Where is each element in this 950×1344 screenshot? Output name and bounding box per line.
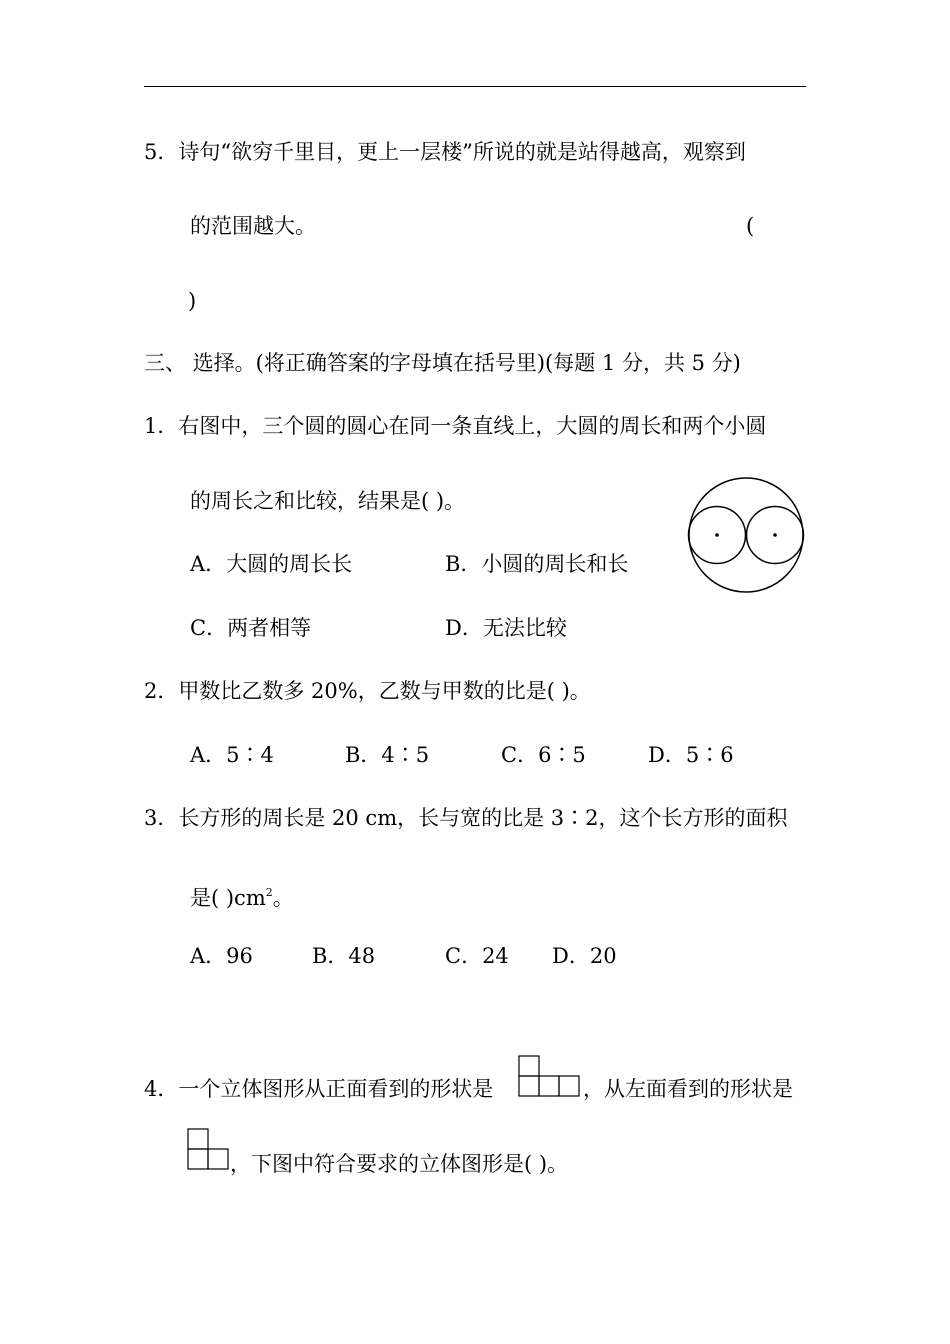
q2-line1: 2．甲数比乙数多 20%，乙数与甲数的比是( )。 [144,679,591,703]
q3-line1: 3．长方形的周长是 20 cm，长与宽的比是 3∶2，这个长方形的面积 [144,806,788,830]
q5-line1: 5．诗句“欲穷千里目，更上一层楼”所说的就是站得越高，观察到 [144,140,746,164]
q1-line2: 的周长之和比较，结果是( )。 [190,489,466,513]
q5-answer-paren-close: ) [188,289,197,313]
q1-option-b[interactable]: B．小圆的周长和长 [445,552,629,576]
q3-line2 [190,879,294,912]
q4-line1-end: ，从左面看到的形状是 [583,1077,793,1101]
q4-line1-start: 4．一个立体图形从正面看到的形状是 [144,1077,494,1101]
q3-superscript: 2 [265,886,273,899]
q1-option-d[interactable]: D．无法比较 [445,616,567,640]
center-dot-right [773,533,777,537]
front-view-shape-icon [517,1054,581,1098]
header-rule [144,86,806,87]
q5-answer-paren-open[interactable]: ( [746,214,755,238]
q3-line2-end: 。 [272,886,294,910]
center-dot-left [715,533,719,537]
q2-option-d[interactable]: D．5∶6 [648,743,734,767]
q3-option-c[interactable]: C．24 [445,944,509,968]
q2-option-c[interactable]: C．6∶5 [501,743,586,767]
q5-line2: 的范围越大。 [190,214,316,238]
q2-option-b[interactable]: B．4∶5 [345,743,430,767]
section3-heading: 三、 选择。(将正确答案的字母填在括号里)(每题 1 分，共 5 分) [144,351,741,375]
q3-line2-text: 是( )cm [190,886,266,910]
q3-option-b[interactable]: B．48 [312,944,376,968]
q2-option-a[interactable]: A．5∶4 [190,743,274,767]
q4-line2: ，下图中符合要求的立体图形是( )。 [230,1152,569,1176]
q3-option-d[interactable]: D．20 [552,944,617,968]
left-view-shape-icon [186,1127,232,1171]
three-circles-figure [684,473,808,597]
q3-option-a[interactable]: A．96 [190,944,253,968]
q1-line1: 1．右图中，三个圆的圆心在同一条直线上，大圆的周长和两个小圆 [144,414,767,438]
q1-option-a[interactable]: A．大圆的周长长 [190,552,353,576]
q1-option-c[interactable]: C．两者相等 [190,616,312,640]
